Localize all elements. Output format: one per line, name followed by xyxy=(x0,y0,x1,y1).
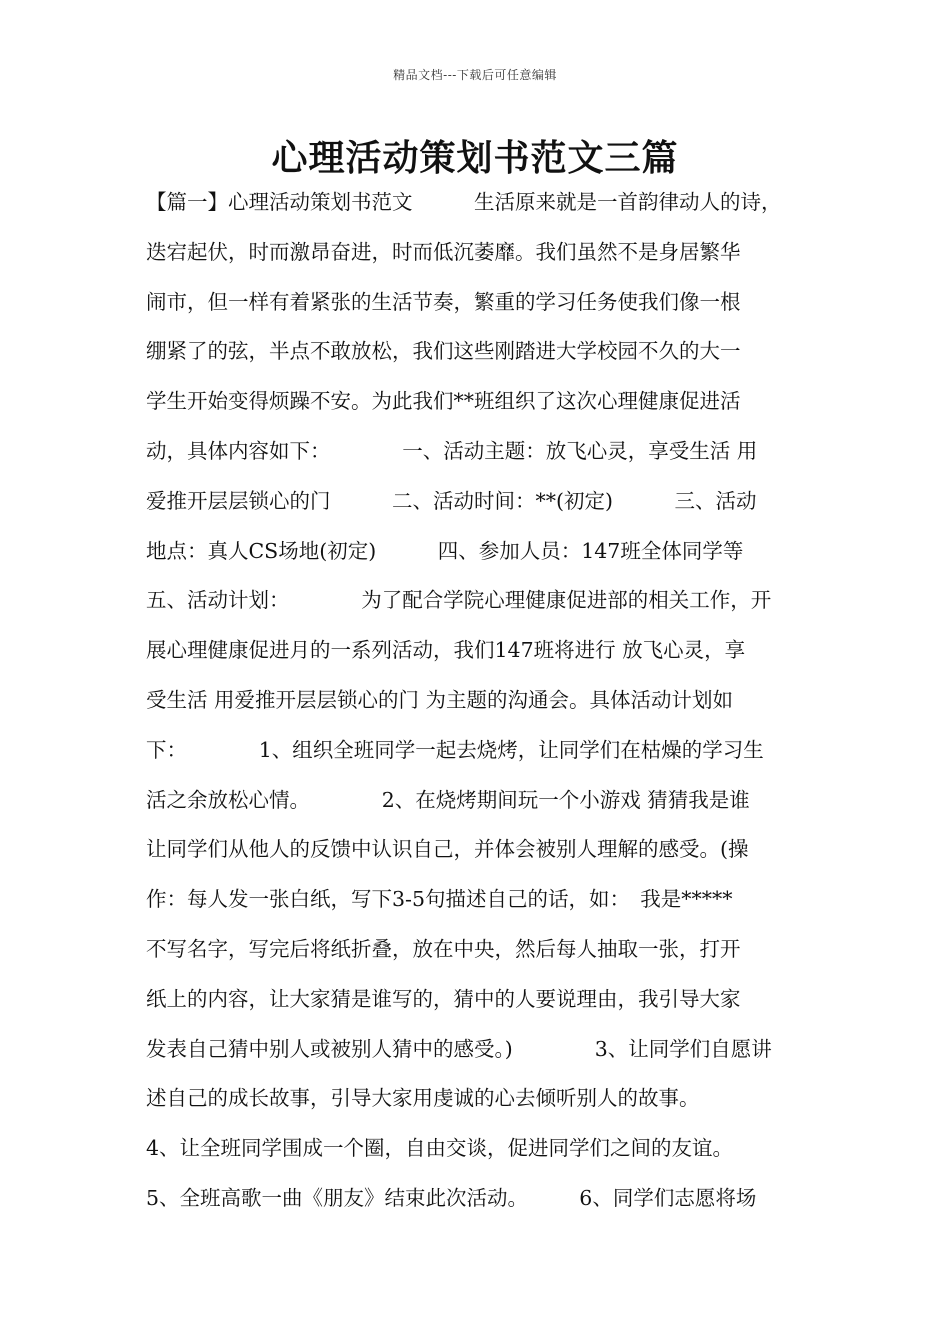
text-line: 4、让全班同学围成一个圈，自由交谈，促进同学们之间的友谊。 xyxy=(146,1136,734,1161)
text-line: 学生开始变得烦躁不安。为此我们**班组织了这次心理健康促进活 xyxy=(146,389,741,414)
header-note: 精品文档---下载后可任意编辑 xyxy=(393,68,557,82)
text-line: 展心理健康促进月的一系列活动，我们147班将进行 放飞心灵，享 xyxy=(146,638,746,663)
text-line: 受生活 用爱推开层层锁心的门 为主题的沟通会。具体活动计划如 xyxy=(146,687,734,712)
body-text xyxy=(146,178,812,1224)
text-line: 五、活动计划： 为了配合学院心理健康促进部的相关工作，开 xyxy=(146,588,772,613)
text-line: 动，具体内容如下： 一、活动主题：放飞心灵，享受生活 用 xyxy=(146,438,758,463)
text-line: 让同学们从他人的反馈中认识自己，并体会被别人理解的感受。(操 xyxy=(146,837,749,862)
text-line: 地点：真人CS场地(初定) 四、参加人员：147班全体同学等 xyxy=(146,538,744,563)
text-line: 活之余放松心情。 2、在烧烤期间玩一个小游戏 猜猜我是谁 xyxy=(146,787,750,812)
text-line: 爱推开层层锁心的门 二、活动时间：**(初定) 三、活动 xyxy=(146,488,757,513)
text-line: 下： 1、组织全班同学一起去烧烤，让同学们在枯燥的学习生 xyxy=(146,737,764,762)
text-line: 迭宕起伏，时而激昂奋进，时而低沉萎靡。我们虽然不是身居繁华 xyxy=(146,239,741,264)
text-line: 绷紧了的弦，半点不敢放松，我们这些刚踏进大学校园不久的大一 xyxy=(146,339,741,364)
text-line: 发表自己猜中别人或被别人猜中的感受。) 3、让同学们自愿讲 xyxy=(146,1036,772,1061)
document-title: 心理活动策划书范文三篇 xyxy=(271,138,679,179)
text-line: 纸上的内容，让大家猜是谁写的，猜中的人要说理由，我引导大家 xyxy=(146,986,741,1011)
text-line: 【篇一】心理活动策划书范文 生活原来就是一首韵律动人的诗， xyxy=(146,190,782,214)
text-line: 不写名字，写完后将纸折叠，放在中央，然后每人抽取一张，打开 xyxy=(146,936,741,961)
text-line: 作：每人发一张白纸，写下3-5句描述自己的话，如： 我是***** xyxy=(146,887,733,912)
text-line: 5、全班高歌一曲《朋友》结束此次活动。 6、同学们志愿将场 xyxy=(146,1185,757,1210)
text-line: 述自己的成长故事，引导大家用虔诚的心去倾听别人的故事。 xyxy=(146,1086,700,1111)
text-line: 闹市，但一样有着紧张的生活节奏，繁重的学习任务使我们像一根 xyxy=(146,289,741,314)
